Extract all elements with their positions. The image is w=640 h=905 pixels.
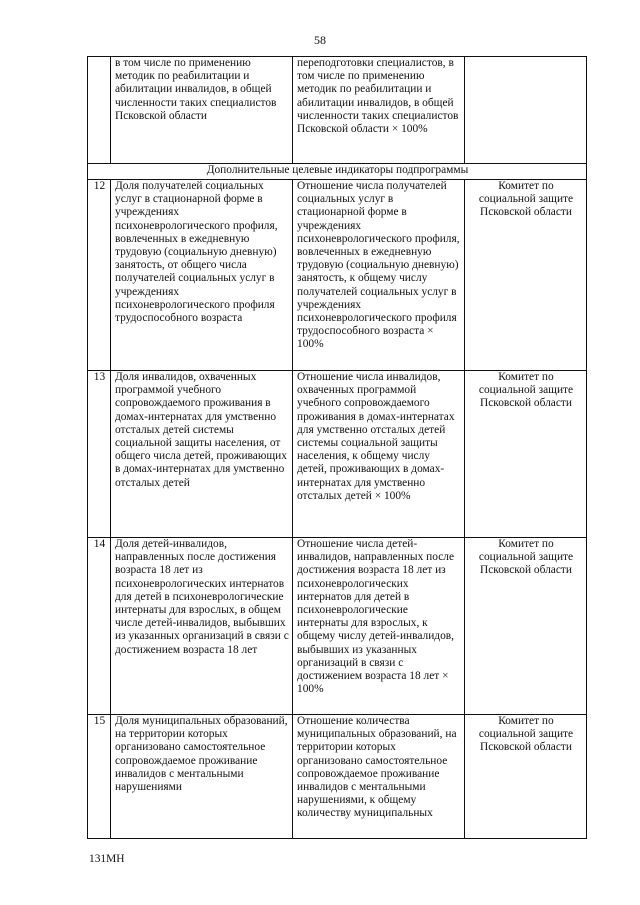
section-header: Дополнительные целевые индикаторы подпрограммы bbox=[88, 164, 587, 180]
responsible-cell: Комитет по социальной защите Псковской области bbox=[465, 715, 587, 839]
calculation-method-cell: Отношение количества муниципальных образований, на территории которых организовано самостоятельное сопровождаемое проживание инвалидов с ментальными нарушениями, к общему количеству муниципальных bbox=[293, 715, 465, 839]
table-row bbox=[88, 57, 587, 164]
indicator-name-cell: в том числе по применению методик по реабилитации и абилитации инвалидов, в общей численности таких специалистов Псковской области bbox=[111, 57, 293, 164]
indicator-name-cell: Доля получателей социальных услуг в стационарной форме в учреждениях психоневрологического профиля, вовлеченных в ежедневную трудовую (социальную дневную) занятость, от общего числа получателей социальных услуг в учреждениях психоневрологического профиля трудоспособного возраста bbox=[111, 180, 293, 371]
row-number-cell: 15 bbox=[88, 715, 111, 839]
calculation-method-cell: Отношение числа получателей социальных услуг в стационарной форме в учреждениях психоневрологического профиля, вовлеченных в ежедневную трудовую (социальную дневную) занятость, к общему числу получателей социальных услуг в учреждениях психоневрологического профиля трудоспособного возраста × 100% bbox=[293, 180, 465, 371]
row-number-cell: 14 bbox=[88, 538, 111, 715]
page-number: 58 bbox=[314, 33, 326, 47]
indicator-name-cell: Доля инвалидов, охваченных программой учебного сопровождаемого проживания в домах-интернатах для умственно отсталых детей системы социальной защиты населения, от общего числа детей, проживающих в домах-интернатах для умственно отсталых детей bbox=[111, 371, 293, 538]
calculation-method-cell: Отношение числа инвалидов, охваченных программой учебного сопровождаемого проживания в домах-интернатах для умственно отсталых детей системы социальной защиты населения, к общему числу детей, проживающих в домах-интернатах для умственно отсталых детей × 100% bbox=[293, 371, 465, 538]
indicator-name-cell: Доля детей-инвалидов, направленных после достижения возраста 18 лет из психоневрологических интернатов для детей в психоневрологические интернаты для взрослых, в общем числе детей-инвалидов, выбывших из указанных организаций в связи с достижением возраста 18 лет bbox=[111, 538, 293, 715]
indicator-name-cell: Доля муниципальных образований, на территории которых организовано самостоятельное сопровождаемое проживание инвалидов с ментальными нарушениями bbox=[111, 715, 293, 839]
responsible-cell: Комитет по социальной защите Псковской области bbox=[465, 180, 587, 371]
table-row bbox=[88, 180, 587, 371]
calculation-method-cell: Отношение числа детей-инвалидов, направленных после достижения возраста 18 лет из психоневрологических интернатов для детей в психоневрологические интернаты для взрослых, к общему числу детей-инвалидов, выбывших из указанных организаций в связи с достижением возраста 18 лет × 100% bbox=[293, 538, 465, 715]
table-row bbox=[88, 371, 587, 538]
row-number-cell: 13 bbox=[88, 371, 111, 538]
section-header-row bbox=[88, 164, 587, 180]
table-row bbox=[88, 715, 587, 839]
table-row bbox=[88, 538, 587, 715]
calculation-method-cell: переподготовки специалистов, в том числе по применению методик по реабилитации и абилитации инвалидов, в общей численности таких специалистов Псковской области × 100% bbox=[293, 57, 465, 164]
row-number-cell: 12 bbox=[88, 180, 111, 371]
row-number-cell bbox=[88, 57, 111, 164]
document-code: 131МН bbox=[89, 853, 125, 865]
responsible-cell bbox=[465, 57, 587, 164]
responsible-cell: Комитет по социальной защите Псковской области bbox=[465, 538, 587, 715]
indicators-table bbox=[87, 56, 587, 839]
responsible-cell: Комитет по социальной защите Псковской области bbox=[465, 371, 587, 538]
